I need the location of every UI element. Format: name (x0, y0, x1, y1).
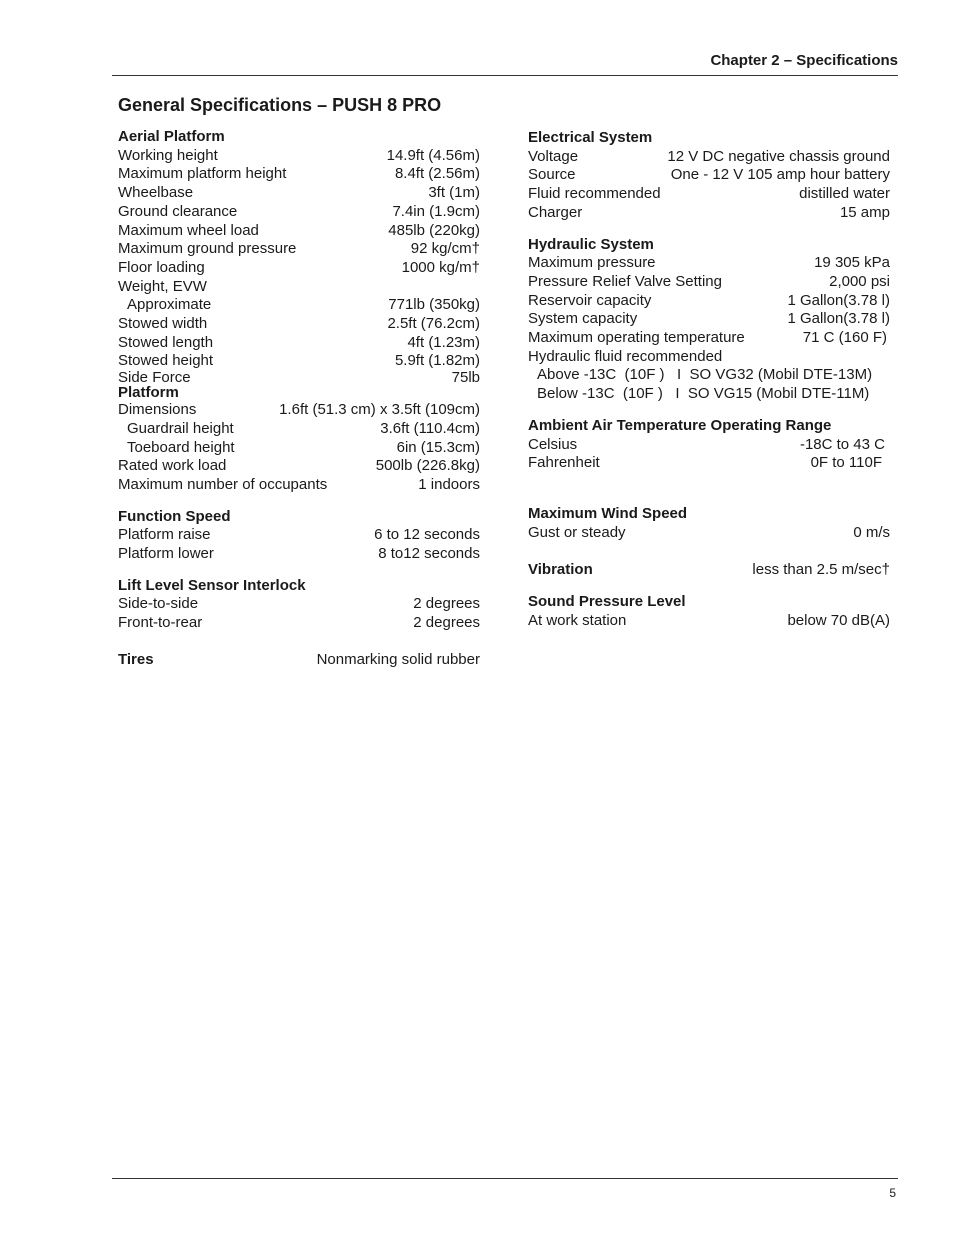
spec-value: -18C to 43 C (799, 435, 885, 453)
spec-label: Source (528, 166, 576, 184)
spec-value: 0 m/s (853, 523, 890, 541)
fluid-text: Below -13C (10F ) I SO VG15 (Mobil DTE-11M) (537, 385, 870, 403)
spec-value: 12 V DC negative chassis ground (667, 147, 890, 165)
spacer (528, 473, 890, 505)
spec-row (528, 204, 890, 223)
page-number: 5 (889, 1186, 896, 1200)
right-column (528, 129, 890, 630)
spec-row (118, 614, 480, 633)
spec-value: 8.4ft (2.56m) (394, 165, 480, 183)
spec-row (118, 334, 480, 353)
spec-value: One - 12 V 105 amp hour battery (670, 166, 890, 184)
spec-row (528, 310, 890, 329)
spec-row (528, 524, 890, 543)
spec-label: Fluid recommended (528, 185, 661, 203)
section-title-lift-level: Lift Level Sensor Interlock (118, 576, 306, 594)
section-title-hydraulic: Hydraulic System (528, 235, 654, 253)
spec-row (118, 315, 480, 334)
spec-row (118, 165, 480, 184)
spec-row (118, 457, 480, 476)
spec-row (118, 259, 480, 278)
spec-value: 3ft (1m) (428, 184, 480, 202)
spec-row (528, 329, 890, 348)
spec-row (118, 296, 480, 315)
spec-label: Hydraulic fluid recommended (528, 347, 723, 365)
spec-label: Stowed height (118, 352, 214, 370)
spec-row (528, 185, 890, 204)
chapter-header: Chapter 2 – Specifications (710, 52, 898, 69)
spec-value: 71 C (160 F) (802, 329, 887, 347)
spec-value: 500lb (226.8kg) (375, 457, 480, 475)
spec-label: Front-to-rear (118, 614, 203, 632)
spec-value: 0F to 110F (810, 454, 882, 472)
spec-row (118, 278, 480, 297)
spec-label: System capacity (528, 310, 638, 328)
spec-label: Maximum pressure (528, 254, 656, 272)
fluid-row (528, 385, 890, 404)
spec-label: Stowed length (118, 333, 214, 351)
spec-value: 75lb (451, 369, 480, 387)
spec-value: 15 amp (839, 203, 890, 221)
spec-value: 1 indoors (418, 475, 480, 493)
spec-label: Reservoir capacity (528, 291, 652, 309)
spec-label: Guardrail height (127, 419, 234, 437)
spec-row (528, 166, 890, 185)
spec-row (118, 401, 480, 420)
spec-label: Rated work load (118, 457, 227, 475)
spec-label: Maximum operating temperature (528, 329, 745, 347)
spec-value: 1.6ft (51.3 cm) x 3.5ft (109cm) (279, 401, 480, 419)
spec-label: Charger (528, 203, 583, 221)
spec-value: 1000 kg/m† (401, 258, 480, 276)
spec-value: 485lb (220kg) (388, 221, 480, 239)
spec-value: below 70 dB(A) (787, 611, 890, 629)
spec-row-tires (118, 651, 480, 670)
spec-label: Approximate (127, 296, 212, 314)
section-title-electrical: Electrical System (528, 129, 653, 146)
spec-value: 6in (15.3cm) (396, 438, 480, 456)
spec-label: Working height (118, 146, 218, 164)
spec-value: 5.9ft (1.82m) (394, 352, 480, 370)
section-title-ambient: Ambient Air Temperature Operating Range (528, 416, 832, 434)
spec-label: Floor loading (118, 258, 205, 276)
spec-value: 14.9ft (4.56m) (386, 146, 480, 164)
header-rule (112, 75, 898, 76)
spec-value: 19 305 kPa (814, 254, 890, 272)
spec-value: 2 degrees (413, 595, 480, 613)
spec-row (118, 203, 480, 222)
spacer (528, 223, 890, 236)
spec-row (118, 420, 480, 439)
spec-label: Ground clearance (118, 202, 238, 220)
spec-value: 2,000 psi (829, 272, 890, 290)
spec-value: distilled water (799, 185, 890, 203)
spec-label: Celsius (528, 435, 578, 453)
section-title-platform: Platform (118, 384, 179, 402)
spec-value: 2 degrees (413, 614, 480, 632)
spec-label: Stowed width (118, 315, 208, 333)
spec-row (528, 454, 890, 473)
left-column (118, 128, 480, 670)
spec-value: 6 to 12 seconds (374, 526, 480, 544)
spec-label: Wheelbase (118, 184, 194, 202)
spec-label: Dimensions (118, 401, 197, 419)
spec-value: less than 2.5 m/sec† (752, 561, 890, 579)
section-title-aerial-platform: Aerial Platform (118, 128, 225, 145)
spec-label: Side-to-side (118, 595, 199, 613)
spec-row (528, 292, 890, 311)
spec-label: Platform raise (118, 526, 211, 544)
spec-value: 8 to12 seconds (378, 545, 480, 563)
fluid-row (528, 366, 890, 385)
spec-label: Fahrenheit (528, 454, 600, 472)
spec-row (118, 147, 480, 166)
spec-value: 3.6ft (110.4cm) (380, 419, 480, 437)
section-title-function-speed: Function Speed (118, 507, 231, 525)
spec-label: Voltage (528, 147, 579, 165)
spec-row-vibration (528, 561, 890, 580)
footer-rule (112, 1178, 898, 1179)
spec-row (118, 476, 480, 495)
spec-label: Maximum ground pressure (118, 240, 297, 258)
spec-row (118, 526, 480, 545)
section-title-sound: Sound Pressure Level (528, 593, 686, 611)
spec-value: 1 Gallon(3.78 l) (787, 310, 890, 328)
section-title-wind: Maximum Wind Speed (528, 504, 688, 522)
spec-label: Tires (118, 650, 154, 668)
spec-value: 2.5ft (76.2cm) (387, 315, 480, 333)
spacer (118, 633, 480, 651)
spec-label: Maximum number of occupants (118, 475, 328, 493)
spec-label: Gust or steady (528, 523, 626, 541)
spec-value: 92 kg/cm† (410, 240, 480, 258)
spec-row (528, 436, 890, 455)
spec-row (528, 254, 890, 273)
spec-row (528, 148, 890, 167)
spec-row (528, 612, 890, 631)
spec-value: Nonmarking solid rubber (316, 650, 480, 668)
spec-row (118, 371, 480, 385)
spec-label: Side Force (118, 369, 191, 387)
spacer (528, 580, 890, 593)
spec-row (118, 595, 480, 614)
spec-label: Pressure Relief Valve Setting (528, 272, 722, 290)
spacer (118, 495, 480, 508)
spacer (528, 542, 890, 561)
spec-label: Platform lower (118, 545, 214, 563)
spec-row (528, 348, 890, 367)
spec-label: At work station (528, 611, 627, 629)
spec-row (118, 439, 480, 458)
spacer (528, 404, 890, 417)
spec-row (528, 273, 890, 292)
spec-row (118, 240, 480, 259)
spec-value: 4ft (1.23m) (407, 333, 480, 351)
spec-label: Maximum platform height (118, 165, 287, 183)
spec-row (118, 222, 480, 241)
spec-label: Weight, EVW (118, 277, 207, 295)
spec-row (118, 184, 480, 203)
spec-label: Vibration (528, 561, 593, 579)
spec-value: 7.4in (1.9cm) (392, 202, 480, 220)
spec-row (118, 545, 480, 564)
spec-label: Maximum wheel load (118, 221, 259, 239)
page-title: General Specifications – PUSH 8 PRO (118, 95, 442, 115)
spec-value: 1 Gallon(3.78 l) (787, 291, 890, 309)
spec-value: 771lb (350kg) (388, 296, 480, 314)
spec-label: Toeboard height (127, 438, 235, 456)
spacer (118, 564, 480, 577)
fluid-text: Above -13C (10F ) I SO VG32 (Mobil DTE-13M) (537, 366, 873, 384)
